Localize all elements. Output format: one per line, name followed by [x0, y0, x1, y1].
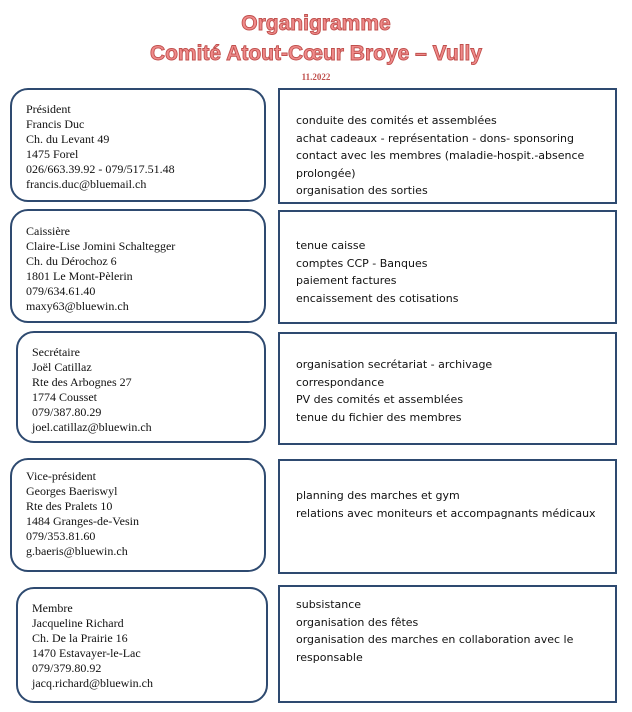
- member-street: Rte des Pralets 10: [26, 499, 113, 513]
- member-email: jacq.richard@bluewin.ch: [32, 676, 154, 690]
- responsibility-item: correspondance: [296, 375, 385, 389]
- member-name: Jacqueline Richard: [32, 616, 124, 630]
- member-street: Ch. du Levant 49: [26, 132, 110, 146]
- responsibility-item: planning des marches et gym: [296, 489, 460, 502]
- member-phone: 079/379.80.92: [32, 661, 102, 675]
- member-role: Vice-président: [26, 469, 96, 483]
- responsibility-item: comptes CCP - Banques: [296, 256, 428, 270]
- member-role: Secrétaire: [32, 345, 80, 359]
- member-card-president: [10, 88, 266, 202]
- member-street: Ch. De la Prairie 16: [32, 631, 128, 645]
- member-email: francis.duc@bluemail.ch: [26, 177, 147, 191]
- responsibility-item: achat cadeaux - représentation - dons- sponsoring: [296, 131, 574, 145]
- member-city: 1801 Le Mont-Pèlerin: [26, 269, 133, 283]
- document-date: 11.2022: [301, 72, 331, 82]
- responsibility-item: organisation secrétariat - archivage: [296, 358, 493, 371]
- responsibilities-box-secretary: [278, 332, 617, 445]
- responsibilities-box-vice-president: [278, 459, 617, 574]
- member-name: Francis Duc: [26, 117, 85, 131]
- responsibility-item: contact avec les membres (maladie-hospit.-absence prolongée): [296, 149, 585, 180]
- member-name: Claire-Lise Jomini Schaltegger: [26, 239, 176, 253]
- member-role: Président: [26, 102, 71, 116]
- responsibilities-box-president: [278, 88, 617, 204]
- member-name: Georges Baeriswyl: [26, 484, 118, 498]
- member-email: joel.catillaz@bluewin.ch: [32, 420, 152, 434]
- member-city: 1484 Granges-de-Vesin: [26, 514, 139, 528]
- member-city: 1475 Forel: [26, 147, 79, 161]
- responsibility-item: PV des comités et assemblées: [296, 393, 464, 406]
- member-phone: 026/663.39.92 - 079/517.51.48: [26, 162, 175, 176]
- page-title: Organigramme: [241, 12, 391, 35]
- member-phone: 079/353.81.60: [26, 529, 96, 543]
- member-city: 1774 Cousset: [32, 390, 98, 404]
- responsibility-item: organisation des sorties: [296, 184, 428, 197]
- responsibility-item: subsistance: [296, 598, 362, 611]
- member-email: g.baeris@bluewin.ch: [26, 544, 128, 558]
- member-card-vice-president: [10, 458, 266, 572]
- responsibility-item: organisation des fêtes: [296, 615, 419, 629]
- member-street: Rte des Arbognes 27: [32, 375, 132, 389]
- member-card-secretary: [16, 331, 266, 443]
- responsibility-item: paiement factures: [296, 274, 397, 287]
- responsibility-item: conduite des comités et assemblées: [296, 114, 497, 127]
- responsibilities-box-member: [278, 585, 617, 703]
- responsibility-item: encaissement des cotisations: [296, 291, 459, 305]
- member-street: Ch. du Dérochoz 6: [26, 254, 117, 268]
- page-subtitle: Comité Atout-Cœur Broye – Vully: [149, 42, 483, 65]
- member-role: Membre: [32, 601, 73, 615]
- responsibility-item: tenue du fichier des membres: [296, 410, 462, 424]
- member-role: Caissière: [26, 224, 70, 238]
- responsibilities-box-treasurer: [278, 210, 617, 324]
- member-email: maxy63@bluewin.ch: [26, 299, 129, 313]
- responsibility-item: relations avec moniteurs et accompagnants médicaux: [296, 506, 596, 520]
- member-phone: 079/634.61.40: [26, 284, 96, 298]
- responsibility-item: tenue caisse: [296, 239, 366, 252]
- member-card-member: [16, 587, 268, 703]
- member-city: 1470 Estavayer-le-Lac: [32, 646, 141, 660]
- responsibility-item: organisation des marches en collaboration avec le responsable: [296, 633, 574, 664]
- member-card-treasurer: [10, 209, 266, 323]
- member-phone: 079/387.80.29: [32, 405, 102, 419]
- member-name: Joël Catillaz: [32, 360, 92, 374]
